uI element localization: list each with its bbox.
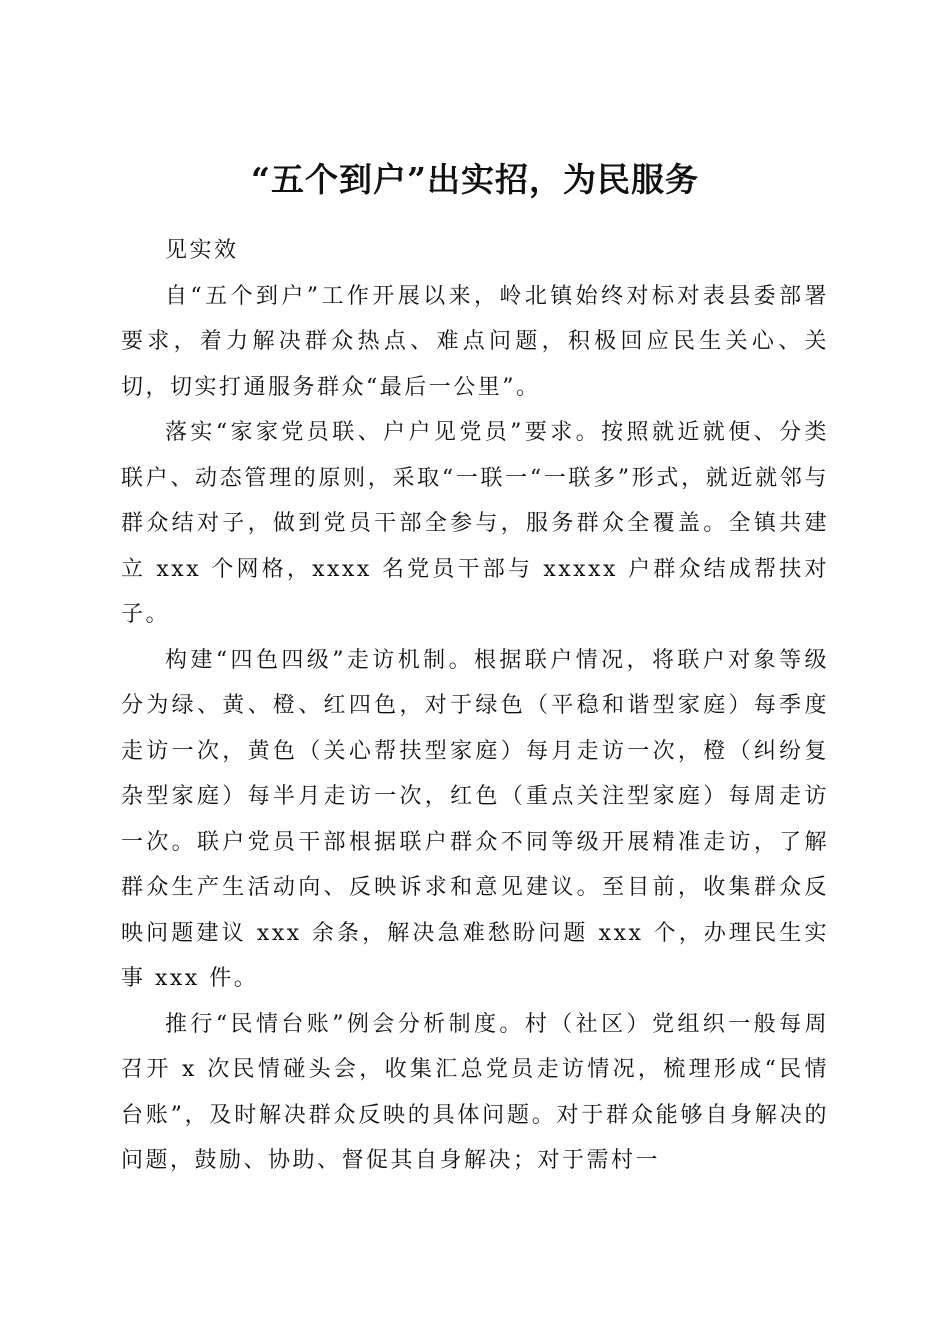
paragraph-5: 推行“民情台账”例会分析制度。村（社区）党组织一般每周召开 x 次民情碰头会，收集汇总党员走访情况，梳理形成“民情台账”，及时解决群众反映的具体问题。对于群众能够自身解决的问题，鼓励、协助、督促其自身解决；对于需村一 — [121, 1011, 829, 1173]
paragraph-2: 自“五个到户”工作开展以来，岭北镇始终对标对表县委部署要求，着力解决群众热点、难点问题，积极回应民生关心、关切，切实打通服务群众“最后一公里”。 — [121, 283, 829, 400]
document-title: “五个到户”出实招，为民服务 — [251, 160, 699, 200]
paragraph-1: 见实效 — [165, 238, 239, 263]
paragraph-4: 构建“四色四级”走访机制。根据联户情况，将联户对象等级分为绿、黄、橙、红四色，对于绿色（平稳和谐型家庭）每季度走访一次，黄色（关心帮扶型家庭）每月走访一次，橙（纠纷复杂型家庭）每半月走访一次，红色（重点关注型家庭）每周走访一次。联户党员干部根据联户群众不同等级开展精准走访，了解群众生产生活动向、反映诉求和意见建议。至目前，收集群众反映问题建议 xxx 余条，解决急难愁盼问题 xxx 个，办理民生实事 xxx 件。 — [121, 647, 829, 991]
document-body — [121, 228, 829, 1184]
paragraph-3: 落实“家家党员联、户户见党员”要求。按照就近就便、分类联户、动态管理的原则，采取“一联一“一联多”形式，就近就邻与群众结对子，做到党员干部全参与，服务群众全覆盖。全镇共建立 xxx 个网格，xxxx 名党员干部与 xxxxx 户群众结成帮扶对子。 — [121, 420, 829, 627]
